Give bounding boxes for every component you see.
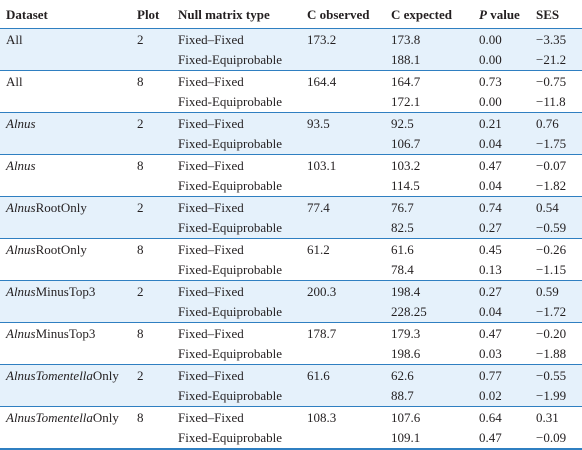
cell-c-expected: 164.7	[391, 71, 479, 92]
dataset-name-part: Alnus	[6, 199, 36, 215]
cell-dataset	[0, 365, 137, 386]
cell-plot: 2	[137, 281, 178, 302]
cell-null-matrix-type: Fixed-Equiprobable	[178, 178, 282, 194]
table-row	[0, 134, 582, 155]
header-null-matrix-type: Null matrix type	[178, 0, 307, 29]
cell-plot: 8	[137, 323, 178, 344]
cell-dataset	[0, 386, 137, 407]
cell-c-expected: 106.7	[391, 136, 421, 152]
cell-dataset	[0, 281, 137, 302]
cell-c-observed: 108.3	[307, 407, 391, 428]
cell-dataset	[0, 344, 137, 365]
cell-null-matrix-type: Fixed–Fixed	[178, 197, 307, 218]
cell-ses: −0.55	[536, 365, 582, 386]
cell-c-observed	[307, 218, 391, 239]
header-row	[0, 0, 582, 29]
cell-p-value: 0.45	[479, 239, 536, 260]
cell-c-expected: 61.6	[391, 239, 479, 260]
cell-p-value: 0.13	[479, 262, 502, 278]
cell-c-observed	[307, 176, 391, 197]
cell-ses: −1.82	[536, 178, 567, 194]
table-header	[0, 0, 582, 29]
cell-plot: 8	[137, 71, 178, 92]
cell-null-matrix-type: Fixed-Equiprobable	[178, 346, 282, 362]
cell-dataset	[0, 239, 137, 260]
cell-c-observed	[307, 302, 391, 323]
dataset-name-part: RootOnly	[35, 241, 87, 257]
header-p-rest: value	[486, 6, 520, 22]
cell-c-expected: 198.6	[391, 346, 421, 362]
cell-p-value: 0.02	[479, 388, 502, 404]
cell-c-expected: 88.7	[391, 388, 414, 404]
cell-null-matrix-type: Fixed-Equiprobable	[178, 52, 282, 68]
cell-p-value: 0.00	[479, 31, 502, 47]
cell-dataset	[0, 302, 137, 323]
cell-ses: −1.99	[536, 388, 567, 404]
table-row	[0, 218, 582, 239]
dataset-name-part: MinusTop3	[35, 325, 96, 341]
cell-c-expected: 172.1	[391, 94, 421, 110]
cell-c-expected: 173.8	[391, 31, 421, 47]
table-row	[0, 386, 582, 407]
cell-c-observed: 173.2	[307, 31, 337, 47]
cell-dataset	[0, 428, 137, 450]
cell-plot	[137, 134, 178, 155]
header-p-value	[479, 0, 536, 29]
table-row	[0, 344, 582, 365]
cell-null-matrix-type: Fixed-Equiprobable	[178, 262, 282, 278]
cell-ses: 0.59	[536, 281, 582, 302]
table-body	[0, 29, 582, 450]
cell-c-observed: 61.2	[307, 239, 391, 260]
cell-ses: −11.8	[536, 94, 566, 110]
dataset-name-part: All	[6, 73, 23, 89]
cell-c-observed	[307, 344, 391, 365]
cell-c-expected: 198.4	[391, 281, 479, 302]
cell-null-matrix-type: Fixed–Fixed	[178, 407, 307, 428]
header-c-expected: C expected	[391, 0, 479, 29]
cell-null-matrix-type: Fixed–Fixed	[178, 113, 307, 134]
cell-ses: −0.26	[536, 239, 582, 260]
cell-c-expected: 109.1	[391, 428, 479, 450]
cell-c-expected: 76.7	[391, 197, 479, 218]
cell-null-matrix-type: Fixed–Fixed	[178, 323, 307, 344]
dataset-name-part: Alnus	[6, 157, 36, 173]
cell-null-matrix-type: Fixed-Equiprobable	[178, 220, 282, 236]
cell-ses: −21.2	[536, 52, 567, 68]
cell-c-expected: 188.1	[391, 52, 421, 68]
cell-c-observed	[307, 134, 391, 155]
cell-plot	[137, 218, 178, 239]
cell-null-matrix-type: Fixed–Fixed	[178, 71, 307, 92]
cell-null-matrix-type: Fixed–Fixed	[178, 239, 307, 260]
header-dataset: Dataset	[0, 0, 137, 29]
table-row	[0, 428, 582, 450]
cell-ses: −0.20	[536, 323, 582, 344]
table-row	[0, 302, 582, 323]
cell-plot	[137, 386, 178, 407]
cell-p-value: 0.03	[479, 346, 502, 362]
cell-null-matrix-type: Fixed–Fixed	[178, 155, 307, 176]
table-row	[0, 113, 582, 134]
dataset-name-part: AlnusTomentella	[6, 409, 93, 425]
cell-ses: 0.54	[536, 197, 582, 218]
cell-ses: −3.35	[536, 31, 567, 47]
cell-dataset	[0, 197, 137, 218]
cell-p-value: 0.64	[479, 407, 536, 428]
cell-p-value: 0.74	[479, 197, 536, 218]
cell-ses: −0.59	[536, 220, 567, 236]
cell-c-expected: 62.6	[391, 365, 479, 386]
header-c-observed: C observed	[307, 0, 391, 29]
dataset-name-part: Alnus	[6, 115, 36, 131]
dataset-name-part: Only	[92, 409, 119, 425]
cell-ses: −0.07	[536, 155, 582, 176]
cell-plot	[137, 176, 178, 197]
cell-p-value: 0.47	[479, 155, 536, 176]
cell-c-expected: 92.5	[391, 113, 479, 134]
cell-p-value: 0.04	[479, 136, 502, 152]
table-row	[0, 176, 582, 197]
cell-dataset	[0, 29, 137, 50]
dataset-name-part: Alnus	[6, 283, 36, 299]
cell-dataset	[0, 113, 137, 134]
cell-plot: 8	[137, 155, 178, 176]
cell-dataset	[0, 71, 137, 92]
cell-null-matrix-type: Fixed-Equiprobable	[178, 388, 282, 404]
cell-null-matrix-type: Fixed–Fixed	[178, 31, 244, 47]
cell-p-value: 0.47	[479, 428, 536, 450]
cell-ses: −0.75	[536, 71, 582, 92]
dataset-name-part: AlnusTomentella	[6, 367, 93, 383]
cell-null-matrix-type: Fixed-Equiprobable	[178, 428, 307, 450]
table-row	[0, 239, 582, 260]
cell-p-value: 0.04	[479, 178, 502, 194]
cell-c-expected: 114.5	[391, 178, 420, 194]
cell-null-matrix-type: Fixed–Fixed	[178, 365, 307, 386]
cell-plot	[137, 50, 178, 71]
cell-c-expected: 179.3	[391, 323, 479, 344]
table-row	[0, 50, 582, 71]
cell-plot: 2	[137, 31, 144, 47]
cell-c-observed: 93.5	[307, 113, 391, 134]
cell-null-matrix-type: Fixed-Equiprobable	[178, 136, 282, 152]
cell-plot: 2	[137, 197, 178, 218]
cell-null-matrix-type: Fixed–Fixed	[178, 281, 307, 302]
cell-null-matrix-type: Fixed-Equiprobable	[178, 304, 282, 320]
cell-dataset	[0, 134, 137, 155]
cell-plot	[137, 92, 178, 113]
dataset-name-part: All	[6, 31, 23, 47]
cell-p-value: 0.21	[479, 113, 536, 134]
cell-c-observed	[307, 50, 391, 71]
cell-p-value: 0.04	[479, 304, 502, 320]
cell-dataset	[0, 218, 137, 239]
cell-c-observed: 103.1	[307, 155, 391, 176]
cell-p-value: 0.27	[479, 281, 536, 302]
cell-null-matrix-type: Fixed-Equiprobable	[178, 94, 282, 110]
cell-ses: −1.88	[536, 346, 567, 362]
cell-c-expected: 107.6	[391, 407, 479, 428]
cell-p-value: 0.00	[479, 94, 502, 110]
cell-plot: 8	[137, 407, 178, 428]
cell-plot: 2	[137, 113, 178, 134]
table-row	[0, 365, 582, 386]
table-row	[0, 92, 582, 113]
cell-p-value: 0.73	[479, 71, 536, 92]
table-row	[0, 197, 582, 218]
cell-ses: 0.76	[536, 113, 582, 134]
cell-plot: 8	[137, 239, 178, 260]
cell-p-value: 0.27	[479, 220, 502, 236]
cell-dataset	[0, 155, 137, 176]
dataset-name-part: Alnus	[6, 241, 36, 257]
cell-dataset	[0, 407, 137, 428]
table-row	[0, 155, 582, 176]
header-p-letter: P	[479, 6, 487, 22]
dataset-name-part: Only	[92, 367, 119, 383]
cell-ses: −0.09	[536, 428, 582, 450]
cell-ses: 0.31	[536, 407, 582, 428]
cell-c-expected: 78.4	[391, 262, 414, 278]
cell-c-expected: 103.2	[391, 155, 479, 176]
dataset-name-part: RootOnly	[35, 199, 87, 215]
cell-plot	[137, 302, 178, 323]
cell-dataset	[0, 50, 137, 71]
cell-c-observed	[307, 428, 391, 450]
cell-p-value: 0.77	[479, 365, 536, 386]
cell-plot	[137, 344, 178, 365]
table-row	[0, 29, 582, 50]
cell-ses: −1.75	[536, 136, 567, 152]
cell-c-observed	[307, 386, 391, 407]
cell-c-observed	[307, 92, 391, 113]
cell-dataset	[0, 323, 137, 344]
table-row	[0, 71, 582, 92]
cell-c-expected: 82.5	[391, 220, 414, 236]
table-row	[0, 407, 582, 428]
cell-p-value: 0.00	[479, 52, 502, 68]
cell-dataset	[0, 92, 137, 113]
cell-c-expected: 228.25	[391, 304, 427, 320]
table-row	[0, 323, 582, 344]
cell-p-value: 0.47	[479, 323, 536, 344]
cell-ses: −1.15	[536, 262, 567, 278]
dataset-name-part: Alnus	[6, 325, 36, 341]
dataset-name-part: MinusTop3	[35, 283, 96, 299]
cell-c-observed: 61.6	[307, 365, 391, 386]
cell-ses: −1.72	[536, 304, 567, 320]
header-ses: SES	[536, 0, 582, 29]
cell-dataset	[0, 260, 137, 281]
table-row	[0, 281, 582, 302]
cell-c-observed	[307, 260, 391, 281]
cell-plot	[137, 260, 178, 281]
header-plot: Plot	[137, 0, 178, 29]
table-row	[0, 260, 582, 281]
cell-c-observed: 178.7	[307, 323, 391, 344]
cell-plot	[137, 428, 178, 450]
cell-dataset	[0, 176, 137, 197]
cell-c-observed: 77.4	[307, 197, 391, 218]
cell-c-observed: 200.3	[307, 281, 391, 302]
cell-plot: 2	[137, 365, 178, 386]
cell-c-observed: 164.4	[307, 71, 391, 92]
